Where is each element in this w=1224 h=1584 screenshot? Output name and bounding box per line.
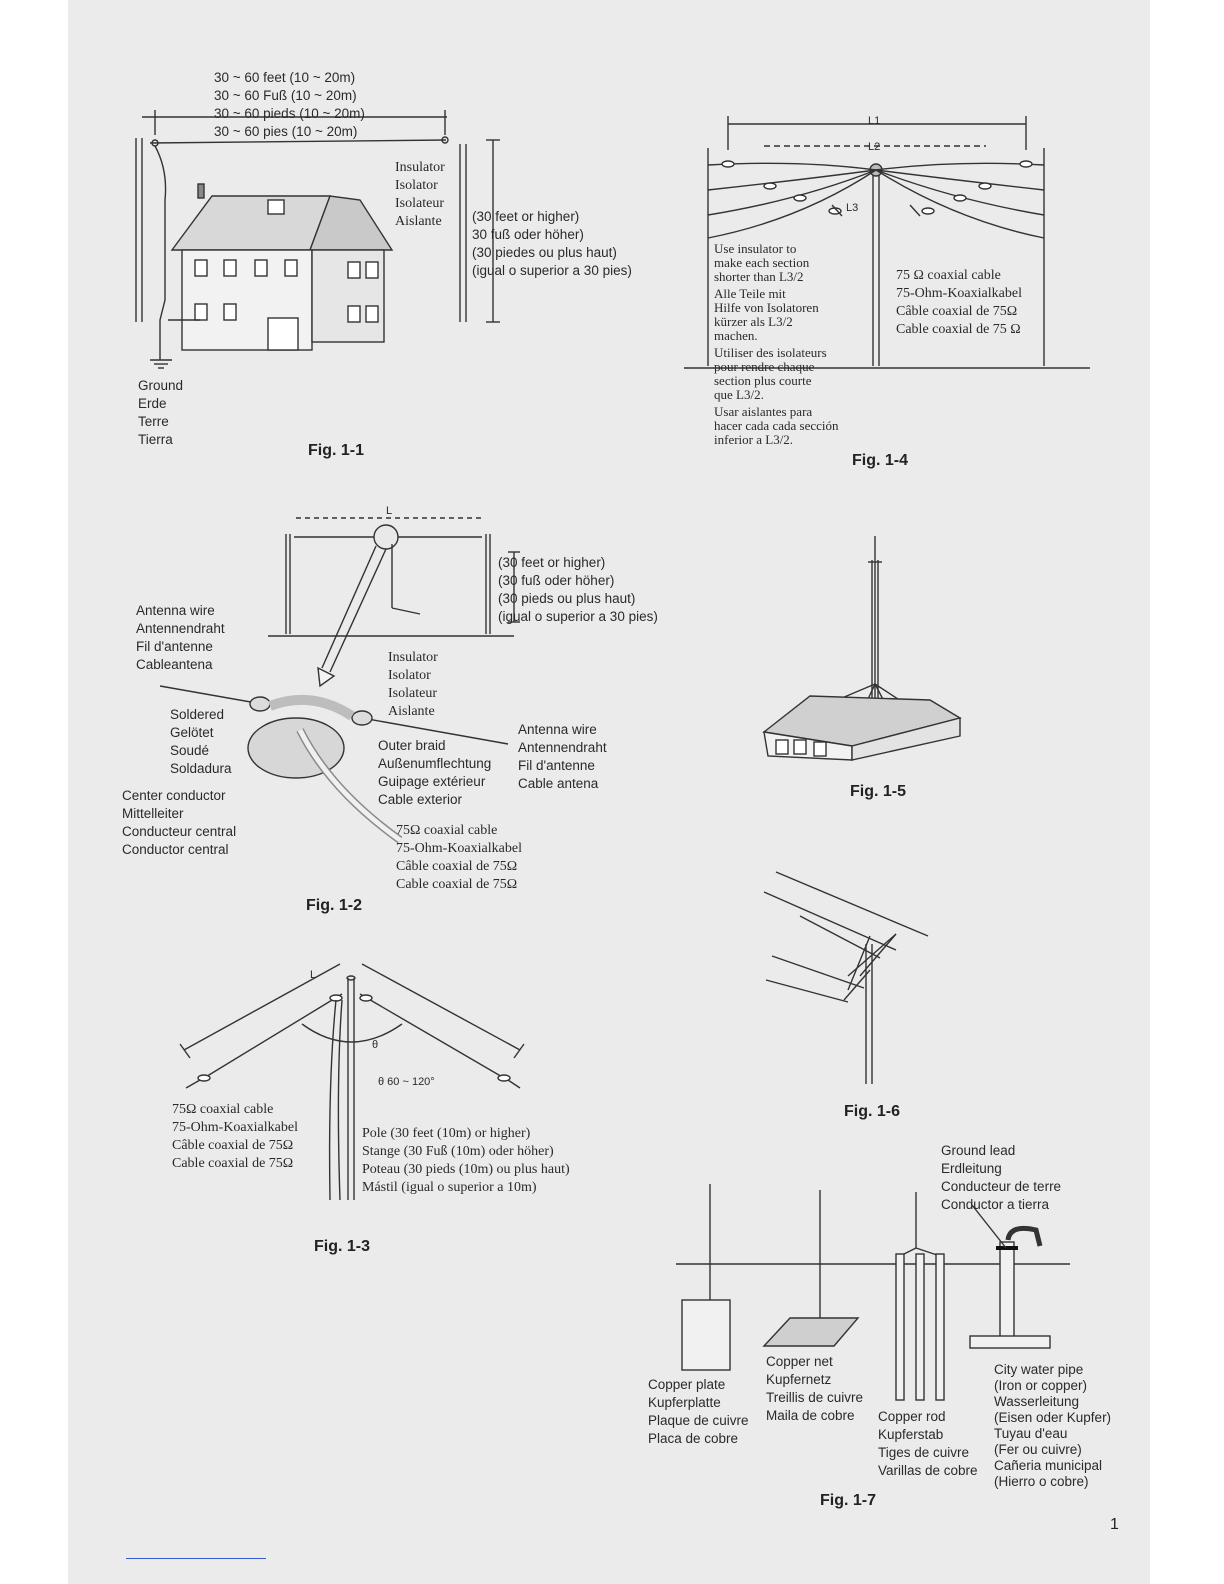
ground-fr: Terre [138, 414, 169, 429]
ground-de: Erde [138, 396, 167, 411]
fig1-1-insulator-label [395, 159, 445, 231]
water-pipe-line: Cañeria municipal [994, 1458, 1103, 1473]
note-line: pour rendre chaque [714, 359, 815, 374]
copper-rod-fr: Tiges de cuivre [878, 1445, 970, 1460]
fig1-7-caption: Fig. 1-7 [820, 1492, 877, 1509]
coax-fr: Câble coaxial de 75Ω [172, 1138, 294, 1153]
note-line: make each section [714, 255, 810, 270]
fig1-7-copper-rod-label [878, 1408, 978, 1480]
antenna-wire-es: Cableantena [136, 657, 213, 672]
copper-net-fr: Treillis de cuivre [766, 1390, 864, 1405]
outer-braid-fr: Guipage extérieur [378, 774, 486, 789]
center-conductor-es: Conductor central [122, 842, 229, 857]
pole-es: Mástil (igual o superior a 10m) [362, 1180, 537, 1195]
length-en: 30 ~ 60 feet (10 ~ 20m) [214, 70, 356, 85]
copper-plate-de: Kupferplatte [648, 1395, 721, 1410]
note-line: machen. [714, 328, 758, 343]
coax-fr: Câble coaxial de 75Ω [396, 859, 518, 874]
fig1-7-copper-plate-label [648, 1376, 749, 1448]
copper-plate-fr: Plaque de cuivre [648, 1413, 749, 1428]
note-line: Usar aislantes para [714, 404, 813, 419]
fig1-6-drawing [764, 872, 928, 1084]
insulator-en: Insulator [388, 650, 438, 665]
fig1-7-water-pipe-label [994, 1362, 1111, 1490]
fig1-4-l3-label: L3 [846, 202, 859, 214]
note-line: que L3/2. [714, 387, 764, 402]
pole-fr: Poteau (30 pieds (10m) ou plus haut) [362, 1162, 570, 1177]
antenna-wire-en: Antenna wire [518, 722, 597, 737]
fig1-1-caption: Fig. 1-1 [308, 442, 365, 459]
soldered-fr: Soudé [170, 743, 210, 758]
coax-de: 75-Ohm-Koaxialkabel [172, 1120, 298, 1135]
insulator-de: Isolator [388, 668, 431, 683]
copper-net-en: Copper net [766, 1354, 833, 1369]
note-line: section plus courte [714, 373, 812, 388]
note-line: shorter than L3/2 [714, 269, 804, 284]
fig1-1-drawing [136, 110, 500, 368]
water-pipe-line: (Eisen oder Kupfer) [994, 1410, 1112, 1425]
length-de: 30 ~ 60 Fuß (10 ~ 20m) [214, 88, 357, 103]
height-de: 30 fuß oder höher) [472, 227, 584, 242]
coax-fr: Câble coaxial de 75Ω [896, 304, 1018, 319]
fig1-3-theta-symbol: θ [372, 1039, 379, 1051]
fig1-2-soldered-label [170, 706, 232, 778]
fig1-4-coax-label [896, 267, 1022, 339]
insulator-es: Aislante [388, 704, 435, 719]
length-fr: 30 ~ 60 pieds (10 ~ 20m) [214, 106, 365, 121]
water-pipe-line: (Fer ou cuivre) [994, 1442, 1082, 1457]
fig1-4-l1-label: L1 [868, 115, 881, 127]
pole-en: Pole (30 feet (10m) or higher) [362, 1126, 531, 1141]
footer-link-underline [126, 1558, 266, 1559]
water-pipe-line: (Hierro o cobre) [994, 1474, 1089, 1489]
height-es: (igual o superior a 30 pies) [498, 609, 658, 624]
length-es: 30 ~ 60 pies (10 ~ 20m) [214, 124, 358, 139]
ground-en: Ground [138, 378, 184, 393]
copper-rod-en: Copper rod [878, 1409, 946, 1424]
height-en: (30 feet or higher) [498, 555, 606, 570]
water-pipe-line: Wasserleitung [994, 1394, 1080, 1409]
copper-net-es: Maila de cobre [766, 1408, 855, 1423]
fig1-6-caption: Fig. 1-6 [844, 1103, 901, 1120]
fig1-3-l-label: L [310, 969, 317, 981]
antenna-wire-fr: Fil d'antenne [136, 639, 213, 654]
fig1-5-drawing [764, 536, 960, 760]
outer-braid-es: Cable exterior [378, 792, 463, 807]
fig1-2-caption: Fig. 1-2 [306, 897, 363, 914]
note-line: inferior a L3/2. [714, 432, 794, 447]
height-en: (30 feet or higher) [472, 209, 580, 224]
center-conductor-de: Mittelleiter [122, 806, 184, 821]
copper-plate-es: Placa de cobre [648, 1431, 739, 1446]
fig1-1-length-label [214, 69, 365, 141]
insulator-de: Isolator [395, 178, 438, 193]
coax-de: 75-Ohm-Koaxialkabel [396, 841, 522, 856]
ground-lead-en: Ground lead [941, 1143, 1016, 1158]
fig1-3-coax-label [172, 1101, 298, 1173]
fig1-5-caption: Fig. 1-5 [850, 783, 907, 800]
fig1-4-caption: Fig. 1-4 [852, 452, 909, 469]
page-number: 1 [1110, 1516, 1119, 1533]
note-line: Hilfe von Isolatoren [714, 300, 819, 315]
fig1-3-caption: Fig. 1-3 [314, 1238, 371, 1255]
note-line: Alle Teile mit [714, 286, 786, 301]
note-line: Utiliser des isolateurs [714, 345, 827, 360]
note-line: Use insulator to [714, 241, 797, 256]
copper-rod-es: Varillas de cobre [878, 1463, 978, 1478]
soldered-de: Gelötet [170, 725, 214, 740]
outer-braid-de: Außenumflechtung [378, 756, 492, 771]
soldered-en: Soldered [170, 707, 225, 722]
coax-de: 75-Ohm-Koaxialkabel [896, 286, 1022, 301]
height-fr: (30 piedes ou plus haut) [472, 245, 617, 260]
fig1-4-l2-label: L2 [868, 141, 881, 153]
antenna-wire-fr: Fil d'antenne [518, 758, 595, 773]
coax-en: 75Ω coaxial cable [396, 823, 498, 838]
fig1-7-copper-net-label [766, 1353, 863, 1425]
copper-rod-de: Kupferstab [878, 1427, 944, 1442]
fig1-2-l-label: L [386, 505, 393, 517]
fig1-4-insulator-note [714, 242, 839, 447]
note-line: hacer cada cada sección [714, 418, 839, 433]
soldered-es: Soldadura [170, 761, 232, 776]
fig1-2-outer-braid-label [378, 737, 491, 809]
fig1-7-ground-lead-label [941, 1142, 1061, 1214]
pole-de: Stange (30 Fuß (10m) oder höher) [362, 1144, 554, 1159]
insulator-es: Aislante [395, 214, 442, 229]
coax-en: 75Ω coaxial cable [172, 1102, 274, 1117]
fig1-1-ground-label [138, 377, 183, 449]
copper-net-de: Kupfernetz [766, 1372, 832, 1387]
fig1-2-insulator-label [388, 649, 438, 721]
insulator-fr: Isolateur [388, 686, 437, 701]
antenna-wire-en: Antenna wire [136, 603, 215, 618]
fig1-2-antenna-wire-right [518, 721, 607, 793]
fig1-2-height-label [498, 554, 658, 626]
coax-es: Cable coaxial de 75 Ω [896, 322, 1021, 337]
coax-es: Cable coaxial de 75Ω [396, 877, 518, 892]
center-conductor-en: Center conductor [122, 788, 226, 803]
copper-plate-en: Copper plate [648, 1377, 726, 1392]
antenna-wire-de: Antennendraht [518, 740, 607, 755]
fig1-3-pole-label [362, 1125, 570, 1197]
fig1-2-antenna-wire-left [136, 602, 225, 674]
coax-en: 75 Ω coaxial cable [896, 268, 1001, 283]
center-conductor-fr: Conducteur central [122, 824, 237, 839]
note-line: kürzer als L3/2 [714, 314, 793, 329]
coax-es: Cable coaxial de 75Ω [172, 1156, 294, 1171]
water-pipe-line: City water pipe [994, 1362, 1084, 1377]
water-pipe-line: Tuyau d'eau [994, 1426, 1068, 1441]
ground-lead-es: Conductor a tierra [941, 1197, 1050, 1212]
antenna-wire-es: Cable antena [518, 776, 599, 791]
water-pipe-line: (Iron or copper) [994, 1378, 1088, 1393]
height-es: (igual o superior a 30 pies) [472, 263, 632, 278]
height-de: (30 fuß oder höher) [498, 573, 615, 588]
fig1-1-height-label [472, 208, 632, 280]
insulator-fr: Isolateur [395, 196, 444, 211]
ground-lead-de: Erdleitung [941, 1161, 1002, 1176]
antenna-wire-de: Antennendraht [136, 621, 225, 636]
ground-es: Tierra [138, 432, 173, 447]
fig1-2-coax-label [396, 822, 522, 894]
insulator-en: Insulator [395, 160, 445, 175]
fig1-3-angle-label: θ 60 ~ 120° [378, 1076, 435, 1088]
ground-lead-fr: Conducteur de terre [941, 1179, 1062, 1194]
height-fr: (30 pieds ou plus haut) [498, 591, 636, 606]
fig1-2-center-conductor-label [122, 787, 236, 859]
outer-braid-en: Outer braid [378, 738, 446, 753]
